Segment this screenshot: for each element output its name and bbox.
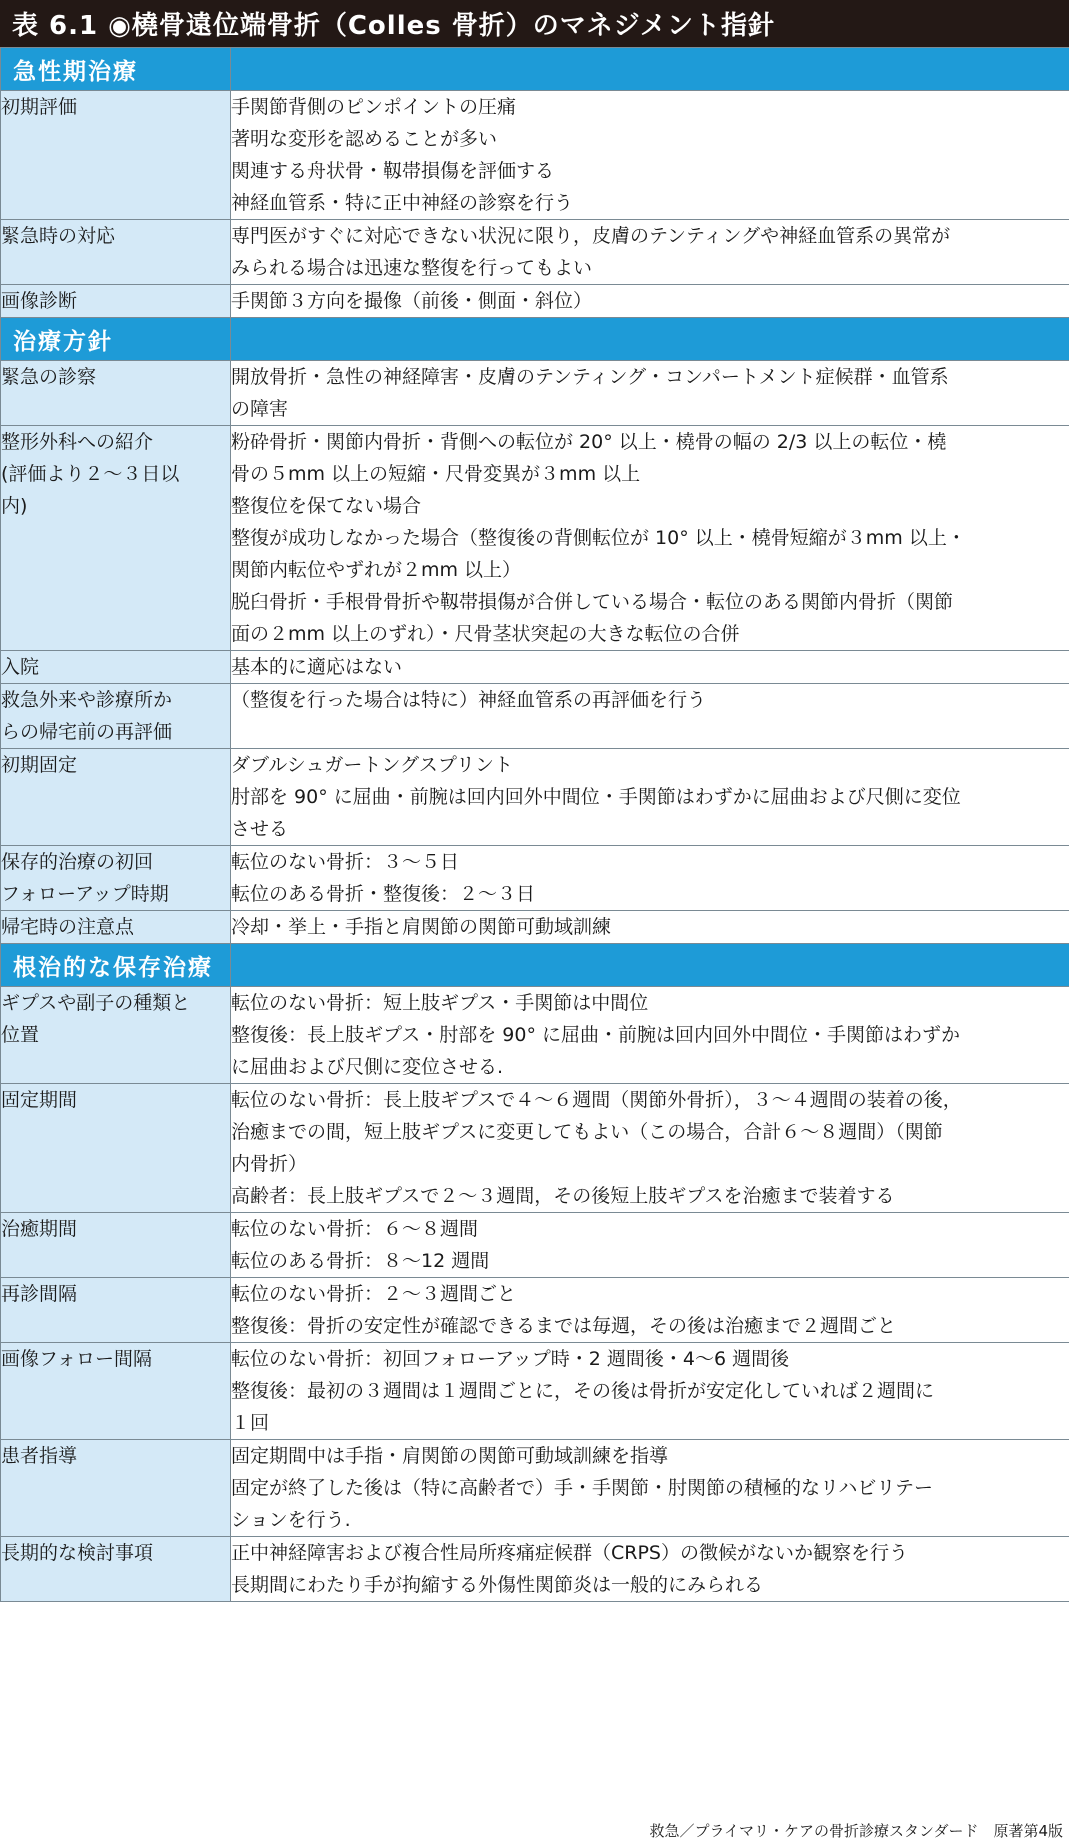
row-label-line: 長期的な検討事項 bbox=[1, 1542, 154, 1564]
section-header-blank bbox=[231, 318, 1069, 361]
table-row bbox=[1, 1084, 1069, 1213]
content-line: 著明な変形を認めることが多い bbox=[231, 128, 498, 150]
content-line: 長期間にわたり手が拘縮する外傷性関節炎は一般的にみられる bbox=[231, 1574, 764, 1596]
row-content bbox=[231, 1213, 1069, 1278]
content-line: 手関節３方向を撮像（前後・側面・斜位） bbox=[231, 290, 593, 312]
table-row bbox=[1, 1213, 1069, 1278]
section-header-row bbox=[1, 318, 1069, 361]
row-content bbox=[231, 285, 1069, 318]
table-row bbox=[1, 1278, 1069, 1343]
table-row bbox=[1, 220, 1069, 285]
table-row bbox=[1, 426, 1069, 651]
row-label-line: 内) bbox=[1, 495, 28, 517]
content-line: ションを行う. bbox=[231, 1509, 351, 1531]
row-content bbox=[231, 426, 1069, 651]
content-line: 神経血管系・特に正中神経の診察を行う bbox=[231, 192, 574, 214]
table-row bbox=[1, 684, 1069, 749]
content-line: 整復が成功しなかった場合（整復後の背側転位が 10° 以上・橈骨短縮が３mm 以上・ bbox=[231, 527, 966, 549]
table-row bbox=[1, 911, 1069, 944]
table-row bbox=[1, 749, 1069, 846]
section-header-blank bbox=[231, 48, 1069, 91]
content-line: 整復位を保てない場合 bbox=[231, 495, 422, 517]
table-row bbox=[1, 1440, 1069, 1537]
row-label bbox=[1, 1084, 231, 1213]
section-header-blank bbox=[231, 944, 1069, 987]
table-row bbox=[1, 1343, 1069, 1440]
content-line: 転位のない骨折：短上肢ギプス・手関節は中間位 bbox=[231, 992, 649, 1014]
row-label-line: 入院 bbox=[1, 656, 40, 678]
row-label-line: 整形外科への紹介 bbox=[1, 431, 154, 453]
row-content bbox=[231, 651, 1069, 684]
row-label bbox=[1, 1537, 231, 1602]
content-line: ダブルシュガートングスプリント bbox=[231, 754, 514, 776]
content-line: 整復後：骨折の安定性が確認できるまでは毎週，その後は治癒まで２週間ごと bbox=[231, 1315, 897, 1337]
content-line: に屈曲および尺側に変位させる. bbox=[231, 1056, 504, 1078]
row-content bbox=[231, 846, 1069, 911]
table-row bbox=[1, 91, 1069, 220]
row-label bbox=[1, 1343, 231, 1440]
content-line: 脱臼骨折・手根骨骨折や靱帯損傷が合併している場合・転位のある関節内骨折（関節 bbox=[231, 591, 954, 613]
row-content bbox=[231, 987, 1069, 1084]
content-line: 専門医がすぐに対応できない状況に限り，皮膚のテンティングや神経血管系の異常が bbox=[231, 225, 951, 247]
content-line: 転位のない骨折：初回フォローアップ時・2 週間後・4〜6 週間後 bbox=[231, 1348, 790, 1370]
row-label-line: 画像フォロー間隔 bbox=[1, 1348, 153, 1370]
content-line: 内骨折） bbox=[231, 1153, 308, 1175]
management-table bbox=[0, 47, 1069, 1602]
row-content bbox=[231, 1343, 1069, 1440]
row-label-line: 帰宅時の注意点 bbox=[1, 916, 135, 938]
row-label bbox=[1, 1278, 231, 1343]
content-line: 転位のない骨折：２〜３週間ごと bbox=[231, 1283, 517, 1305]
table-body bbox=[1, 48, 1069, 1602]
row-label-line: 初期評価 bbox=[1, 96, 78, 118]
row-content bbox=[231, 1537, 1069, 1602]
row-label bbox=[1, 911, 231, 944]
content-line: 固定期間中は手指・肩関節の関節可動域訓練を指導 bbox=[231, 1445, 669, 1467]
row-label bbox=[1, 749, 231, 846]
row-content bbox=[231, 91, 1069, 220]
content-line: させる bbox=[231, 818, 289, 840]
content-line: 整復後：長上肢ギプス・肘部を 90° に屈曲・前腕は回内回外中間位・手関節はわずか bbox=[231, 1024, 960, 1046]
content-line: 転位のある骨折：８〜12 週間 bbox=[231, 1250, 490, 1272]
content-line: 基本的に適応はない bbox=[231, 656, 403, 678]
row-content bbox=[231, 1278, 1069, 1343]
table-row bbox=[1, 285, 1069, 318]
content-line: 関節内転位やずれが２mm 以上） bbox=[231, 559, 522, 581]
table-row bbox=[1, 651, 1069, 684]
row-label-line: 患者指導 bbox=[1, 1445, 78, 1467]
book-footer: 救急／プライマリ・ケアの骨折診療スタンダード 原著第4版 bbox=[649, 1822, 1063, 1840]
content-line: １回 bbox=[231, 1412, 270, 1434]
row-label-line: らの帰宅前の再評価 bbox=[1, 721, 173, 743]
row-content bbox=[231, 1440, 1069, 1537]
row-label-line: 画像診断 bbox=[1, 290, 78, 312]
row-label-line: 再診間隔 bbox=[1, 1283, 78, 1305]
section-header-row bbox=[1, 944, 1069, 987]
table-row bbox=[1, 1537, 1069, 1602]
table-row bbox=[1, 361, 1069, 426]
row-label bbox=[1, 987, 231, 1084]
content-line: 骨の５mm 以上の短縮・尺骨変異が３mm 以上 bbox=[231, 463, 641, 485]
content-line: 固定が終了した後は（特に高齢者で）手・手関節・肘関節の積極的なリハビリテー bbox=[231, 1477, 934, 1499]
row-label bbox=[1, 684, 231, 749]
row-label-line: フォローアップ時期 bbox=[1, 883, 169, 905]
content-line: 転位のない骨折：長上肢ギプスで４〜６週間（関節外骨折），３〜４週間の装着の後， bbox=[231, 1089, 962, 1111]
content-line: 肘部を 90° に屈曲・前腕は回内回外中間位・手関節はわずかに屈曲および尺側に変位 bbox=[231, 786, 961, 808]
row-label-line: 位置 bbox=[1, 1024, 40, 1046]
table-row bbox=[1, 846, 1069, 911]
content-line: 正中神経障害および複合性局所疼痛症候群（CRPS）の徴候がないか観察を行う bbox=[231, 1542, 908, 1564]
row-label bbox=[1, 846, 231, 911]
content-line: 転位のない骨折：３〜５日 bbox=[231, 851, 460, 873]
content-line: 高齢者：長上肢ギプスで２〜３週間，その後短上肢ギプスを治癒まで装着する bbox=[231, 1185, 895, 1207]
content-line: （整復を行った場合は特に）神経血管系の再評価を行う bbox=[231, 689, 707, 711]
content-line: 転位のある骨折・整復後：２〜３日 bbox=[231, 883, 536, 905]
content-line: みられる場合は迅速な整復を行ってもよい bbox=[231, 257, 593, 279]
row-label bbox=[1, 1440, 231, 1537]
row-label bbox=[1, 220, 231, 285]
section-header: 根治的な保存治療 bbox=[1, 944, 231, 987]
row-label-line: (評価より２〜３日以 bbox=[1, 463, 180, 485]
content-line: 整復後：最初の３週間は１週間ごとに，その後は骨折が安定化していれば２週間に bbox=[231, 1380, 935, 1402]
row-label-line: 緊急の診察 bbox=[1, 366, 97, 388]
content-line: 冷却・挙上・手指と肩関節の関節可動域訓練 bbox=[231, 916, 612, 938]
content-line: 手関節背側のピンポイントの圧痛 bbox=[231, 96, 517, 118]
content-line: の障害 bbox=[231, 398, 289, 420]
row-label-line: 初期固定 bbox=[1, 754, 78, 776]
table-row bbox=[1, 987, 1069, 1084]
row-label-line: 治癒期間 bbox=[1, 1218, 78, 1240]
row-content bbox=[231, 1084, 1069, 1213]
row-label-line: ギプスや副子の種類と bbox=[1, 992, 191, 1014]
row-label-line: 緊急時の対応 bbox=[1, 225, 116, 247]
row-content bbox=[231, 749, 1069, 846]
content-line: 粉砕骨折・関節内骨折・背側への転位が 20° 以上・橈骨の幅の 2/3 以上の転位・橈 bbox=[231, 431, 947, 453]
row-content bbox=[231, 911, 1069, 944]
row-content bbox=[231, 220, 1069, 285]
content-line: 関連する舟状骨・靱帯損傷を評価する bbox=[231, 160, 555, 182]
row-label bbox=[1, 651, 231, 684]
section-header: 急性期治療 bbox=[1, 48, 231, 91]
row-label bbox=[1, 361, 231, 426]
row-label bbox=[1, 91, 231, 220]
row-content bbox=[231, 684, 1069, 749]
row-label-line: 保存的治療の初回 bbox=[1, 851, 154, 873]
row-label bbox=[1, 1213, 231, 1278]
table-title-bar bbox=[0, 0, 1069, 47]
row-label bbox=[1, 285, 231, 318]
content-line: 面の２mm 以上のずれ）・尺骨茎状突起の大きな転位の合併 bbox=[231, 623, 740, 645]
content-line: 開放骨折・急性の神経障害・皮膚のテンティング・コンパートメント症候群・血管系 bbox=[231, 366, 949, 388]
content-line: 転位のない骨折：６〜８週間 bbox=[231, 1218, 479, 1240]
row-label bbox=[1, 426, 231, 651]
row-label-line: 救急外来や診療所か bbox=[1, 689, 173, 711]
content-line: 治癒までの間，短上肢ギプスに変更してもよい（この場合，合計６〜８週間）（関節 bbox=[231, 1121, 943, 1143]
section-header: 治療方針 bbox=[1, 318, 231, 361]
section-header-row bbox=[1, 48, 1069, 91]
row-content bbox=[231, 361, 1069, 426]
table-title: 表 6.1 ◉橈骨遠位端骨折（Colles 骨折）のマネジメント指針 bbox=[12, 11, 775, 41]
row-label-line: 固定期間 bbox=[1, 1089, 78, 1111]
